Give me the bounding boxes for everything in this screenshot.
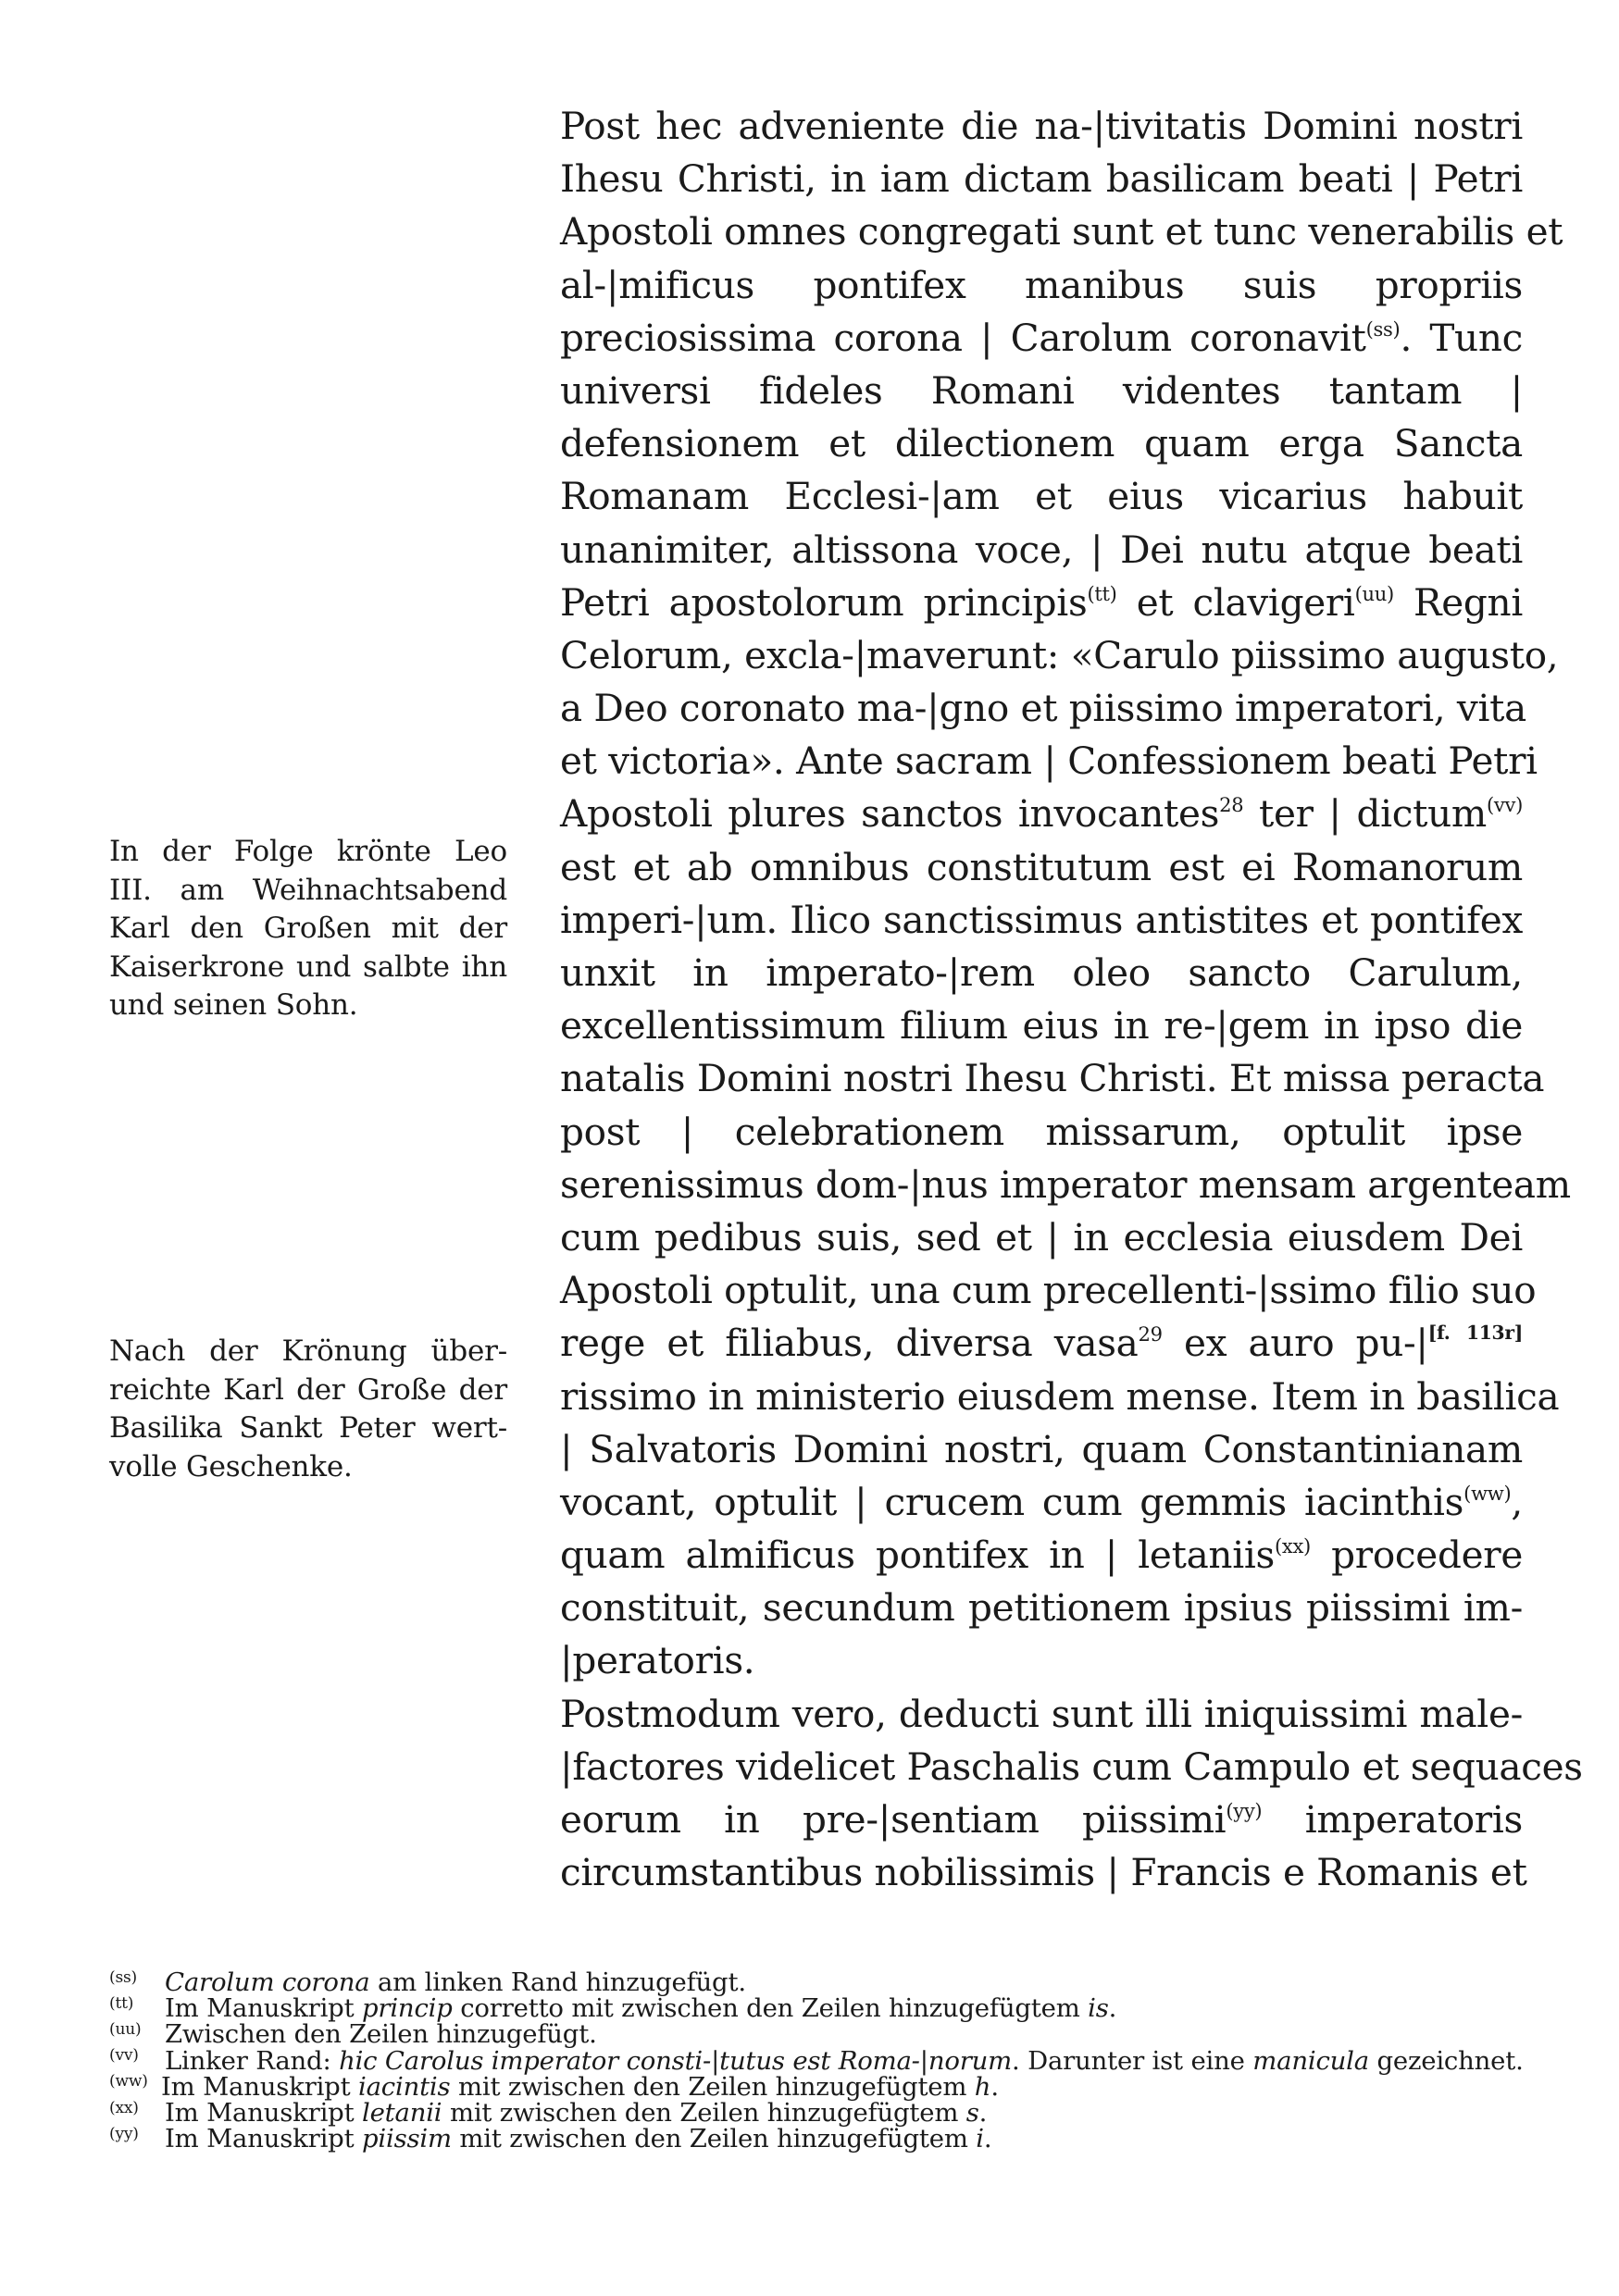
text-line [560, 259, 1523, 312]
text-run: ex auro pu-| [1162, 1321, 1428, 1366]
footnote-text: . [1108, 1993, 1117, 2024]
footnote-text: am linken Rand hinzugefügt. [369, 1967, 746, 1997]
margin-note-line: III. am Weihnachtsabend [109, 873, 507, 907]
text-run: Romanam Ecclesi-|am et eius vicarius habuit [560, 474, 1523, 519]
footnote-text: . Darunter ist eine [1012, 2045, 1253, 2076]
text-line [560, 1793, 1523, 1846]
text-line [560, 999, 1523, 1052]
margin-note-line: Kaiserkrone und salbte ihn [109, 949, 507, 984]
text-line [560, 1476, 1523, 1529]
text-run: post | celebrationem missarum, optulit ipse [560, 1109, 1523, 1154]
note-reference: 29 [1138, 1322, 1163, 1347]
text-run: defensionem et dilectionem quam erga Sancta [560, 421, 1523, 466]
footnote: (ww) Im Manuskript iacintis mit zwischen den Zeilen hinzugefügtem h. [109, 2071, 999, 2102]
footnote-text: corretto mit zwischen den Zeilen hinzugefügtem [452, 1993, 1089, 2024]
note-reference: (yy) [1226, 1799, 1263, 1823]
text-run: universi fideles Romani videntes tantam | [560, 367, 1523, 413]
text-line [560, 1211, 1523, 1264]
text-line [560, 1634, 1523, 1687]
footnote-italic: is [1088, 1993, 1109, 2024]
text-run: et victoria». Ante sacram | Confessionem beati Petri [560, 738, 1538, 784]
note-reference: (vv) [1486, 793, 1523, 817]
text-run: vocant, optulit | crucem cum gemmis iacinthis [560, 1479, 1464, 1524]
text-run: rissimo in ministerio eiusdem mense. Item in basilica [560, 1373, 1560, 1419]
footnote-italic: letanii [361, 2098, 442, 2128]
text-run: |peratoris. [560, 1638, 755, 1683]
margin-note-coronation [109, 833, 507, 1025]
footnote-text: Im Manuskript [165, 2098, 362, 2128]
margin-note-line: Nach der Krönung über- [109, 1334, 507, 1368]
text-line [560, 1846, 1527, 1899]
footnote-italic: princip [361, 1993, 453, 2024]
note-reference: (ss) [1365, 316, 1401, 341]
text-run: excellentissimum filium eius in re-|gem in ipso die [560, 1003, 1523, 1049]
text-line [560, 788, 1523, 840]
footnote: (yy) Im Manuskript piissim mit zwischen den Zeilen hinzugefügtem i. [109, 2124, 992, 2154]
margin-note-gifts [109, 1333, 507, 1486]
text-run: |factores videlicet Paschalis cum Campulo et sequaces [560, 1744, 1583, 1789]
footnote-italic: manicula [1252, 2045, 1369, 2076]
text-run: constituit, secundum petitionem ipsius piissimi im- [560, 1585, 1523, 1631]
text-run: est et ab omnibus constitutum est ei Romanorum [560, 844, 1523, 889]
footnote-italic: s [965, 2098, 979, 2128]
note-reference: (xx) [1275, 1534, 1311, 1558]
text-run: , [1511, 1479, 1523, 1524]
text-run: al-|mificus pontifex manibus suis propriis [560, 262, 1523, 307]
margin-note-line: volle Geschenke. [109, 1449, 353, 1483]
text-line [560, 1317, 1523, 1370]
footnote-text: mit zwischen den Zeilen hinzugefügtem [451, 2124, 977, 2154]
footnote-text: . [978, 2098, 988, 2128]
footnote-italic: hic Carolus imperator consti-|tutus est Roma-|norum [339, 2045, 1013, 2076]
footnote-italic: iacintis [357, 2071, 451, 2102]
footnote-italic: piissim [361, 2124, 452, 2154]
text-line [560, 1264, 1537, 1317]
text-line [560, 1106, 1523, 1159]
text-run: unxit in imperato-|rem oleo sancto Carulum, [560, 950, 1523, 995]
note-reference: (tt) [1087, 581, 1117, 605]
text-line [560, 894, 1523, 947]
text-run: quam almificus pontifex in | letaniis [560, 1533, 1275, 1578]
footnote: (vv) Linker Rand: hic Carolus imperator consti-|tutus est Roma-|norum. Darunter ist eine manicula gezeichnet. [109, 2045, 1524, 2076]
text-line [560, 1582, 1523, 1634]
text-line [560, 735, 1538, 788]
text-run: Postmodum vero, deducti sunt illi iniquissimi male- [560, 1691, 1523, 1736]
footnote-text: Im Manuskript [165, 1993, 362, 2024]
text-run: imperatoris [1262, 1797, 1523, 1842]
text-line [560, 1371, 1560, 1423]
footnote-italic: Carolum corona [165, 1967, 370, 1997]
footnote-italic: h [974, 2071, 991, 2102]
text-line [560, 417, 1523, 470]
text-run: Apostoli plures sanctos invocantes [560, 791, 1220, 837]
text-line [560, 153, 1523, 205]
footnote-text: mit zwischen den Zeilen hinzugefügtem [442, 2098, 966, 2128]
text-line [560, 205, 1563, 258]
footnote-text: Linker Rand: [165, 2045, 340, 2076]
text-run: | Salvatoris Domini nostri, quam Constantinianam [560, 1426, 1523, 1471]
footnote-text: gezeichnet. [1368, 2045, 1524, 2076]
margin-note-line: Karl den Großen mit der [109, 912, 507, 946]
text-run: cum pedibus suis, sed et | in ecclesia eiusdem Dei [560, 1214, 1523, 1260]
text-line [560, 100, 1523, 153]
text-run: serenissimus dom-|nus imperator mensam argenteam [560, 1161, 1571, 1207]
margin-note-line: reichte Karl der Große der [109, 1372, 507, 1407]
footnote-text: . [983, 2124, 992, 2154]
margin-note-line: Basilika Sankt Peter wert- [109, 1411, 507, 1446]
text-line [560, 841, 1523, 894]
text-run: Petri apostolorum principis [560, 579, 1088, 625]
footnote: (ss) Carolum corona am linken Rand hinzugefügt. [109, 1967, 746, 1997]
text-line [560, 312, 1523, 365]
footnote: (tt) Im Manuskript princip corretto mit zwischen den Zeilen hinzugefügtem is. [109, 1993, 1117, 2024]
text-line [560, 577, 1523, 629]
footnote-text: mit zwischen den Zeilen hinzugefügtem [450, 2071, 975, 2102]
text-line [560, 365, 1523, 417]
folio-marker: [f. 113r] [1427, 1322, 1523, 1345]
text-run: eorum in pre-|sentiam piissimi [560, 1797, 1227, 1842]
text-line [560, 947, 1523, 999]
text-run: Apostoli omnes congregati sunt et tunc venerabilis et [560, 209, 1563, 254]
footnote: (uu) Zwischen den Zeilen hinzugefügt. [109, 2019, 597, 2050]
text-line [560, 1423, 1523, 1476]
text-line [560, 1688, 1523, 1741]
text-run: ter | dictum [1243, 791, 1487, 837]
text-line [560, 1741, 1583, 1793]
text-run: Apostoli optulit, una cum precellenti-|ssimo filio suo [560, 1268, 1537, 1313]
footnote-italic: i [976, 2124, 984, 2154]
text-line [560, 1529, 1523, 1582]
text-line [560, 524, 1523, 577]
text-run: rege et filiabus, diversa vasa [560, 1321, 1139, 1366]
main-text [560, 100, 1583, 1899]
text-run: circumstantibus nobilissimis | Francis e Romanis et [560, 1850, 1527, 1895]
note-reference: (uu) [1354, 581, 1394, 605]
footnote-text: Im Manuskript [165, 2124, 362, 2154]
margin-note-line: und seinen Sohn. [109, 988, 358, 1023]
text-run: Regni [1393, 579, 1523, 625]
text-run: . Tunc [1400, 315, 1523, 360]
text-run: procedere [1310, 1533, 1523, 1578]
text-line [560, 682, 1526, 735]
footnote-text: . [990, 2071, 999, 2102]
text-run: Celorum, excla-|maverunt: «Carulo piissimo augusto, [560, 632, 1559, 677]
footnote-text: Zwischen den Zeilen hinzugefügt. [165, 2019, 597, 2050]
text-run: Ihesu Christi, in iam dictam basilicam beati | Petri [560, 156, 1523, 202]
note-reference: (ww) [1463, 1482, 1512, 1506]
text-run: preciosissima corona | Carolum coronavit [560, 315, 1366, 360]
text-run: unanimiter, altissona voce, | Dei nutu atque beati [560, 527, 1523, 572]
footnote: (xx) Im Manuskript letanii mit zwischen den Zeilen hinzugefügtem s. [109, 2098, 988, 2128]
text-run: et clavigeri [1116, 579, 1355, 625]
footnote-text: Im Manuskript [161, 2071, 358, 2102]
text-line [560, 1052, 1545, 1105]
note-reference: 28 [1219, 793, 1244, 817]
text-line [560, 1159, 1571, 1211]
margin-note-line: In der Folge krönte Leo [109, 835, 507, 868]
text-run: imperi-|um. Ilico sanctissimus antistites et pontifex [560, 897, 1523, 942]
text-run: natalis Domini nostri Ihesu Christi. Et missa peracta [560, 1056, 1545, 1101]
text-run: a Deo coronato ma-|gno et piissimo imperatori, vita [560, 686, 1526, 731]
text-run: Post hec adveniente die na-|tivitatis Domini nostri [560, 104, 1523, 148]
text-line [560, 629, 1559, 682]
footnotes [109, 1969, 1553, 2152]
text-line [560, 470, 1523, 523]
